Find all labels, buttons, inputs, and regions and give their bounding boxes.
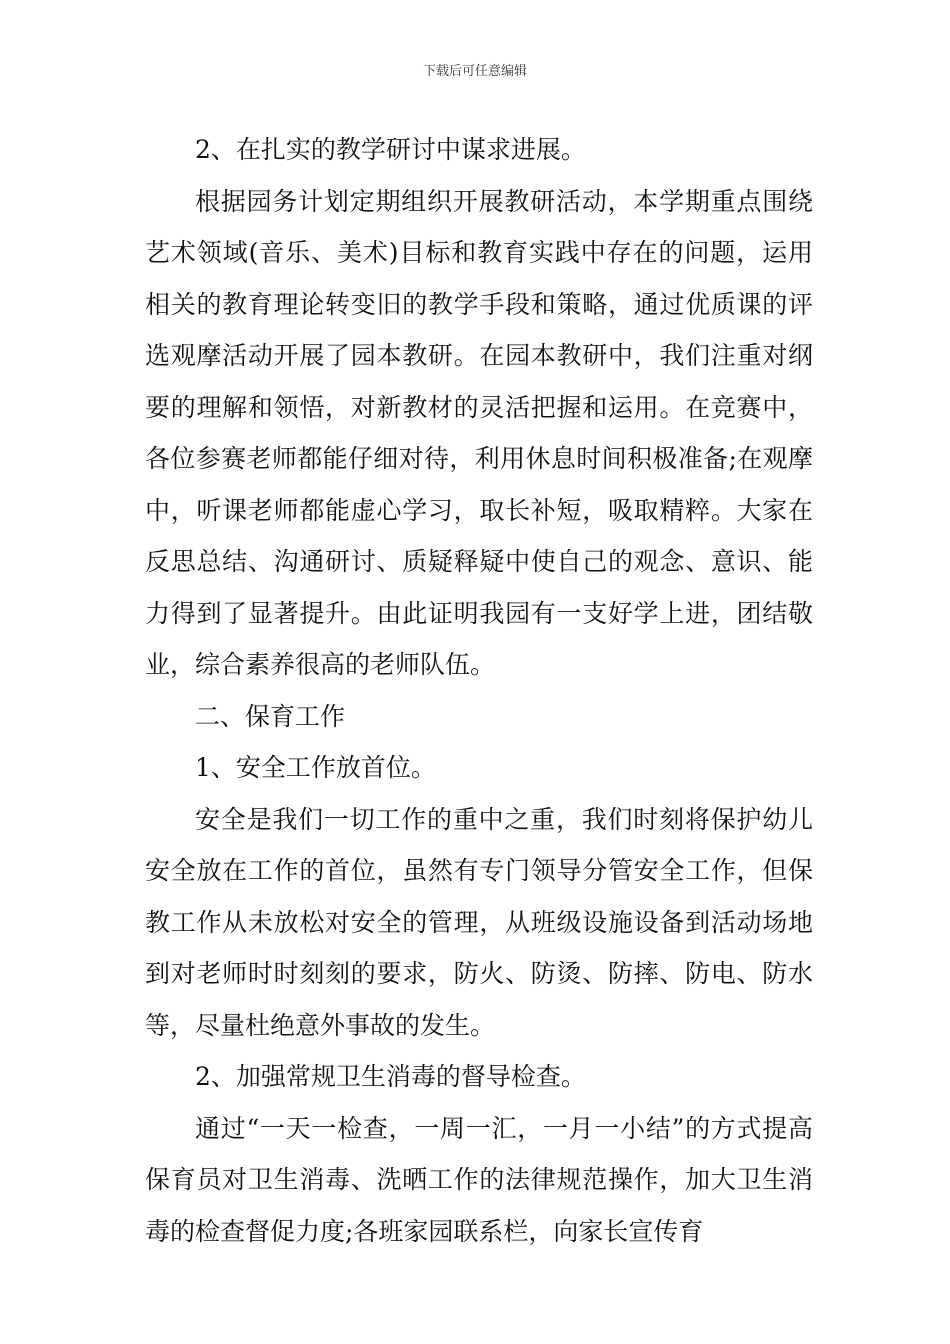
page-header: 下载后可任意编辑: [422, 64, 527, 79]
paragraph-subheading: 2、加强常规卫生消毒的督导检查。: [195, 1062, 586, 1091]
paragraph-section-heading: 二、保育工作: [195, 701, 346, 731]
paragraph-subheading: 1、安全工作放首位。: [195, 753, 436, 782]
document-body: [145, 124, 813, 1257]
paragraph-subheading: 2、在扎实的教学研讨中谋求进展。: [195, 135, 586, 164]
paragraph-body: 安全是我们一切工作的重中之重，我们时刻将保护幼儿安全放在工作的首位，虽然有专门领导分管安全工作，但保教工作从未放松对安全的管理，从班级设施设备到活动场地到对老师时时刻刻的要求，防火、防烫、防摔、防电、防水等，尽量杜绝意外事故的发生。: [145, 804, 813, 1040]
paragraph-body: 通过“一天一检查，一周一汇，一月一小结”的方式提高保育员对卫生消毒、洗晒工作的法律规范操作，加大卫生消毒的检查督促力度;各班家园联系栏，向家长宣传育: [145, 1113, 813, 1246]
paragraph-body: 根据园务计划定期组织开展教研活动，本学期重点围绕艺术领域(音乐、美术)目标和教育实践中存在的问题，运用相关的教育理论转变旧的教学手段和策略，通过优质课的评选观摩活动开展了园本教研。在园本教研中，我们注重对纲要的理解和领悟，对新教材的灵活把握和运用。在竞赛中，各位参赛老师都能仔细对待，利用休息时间积极准备;在观摩中，听课老师都能虚心学习，取长补短，吸取精粹。大家在反思总结、沟通研讨、质疑释疑中使自己的观念、意识、能力得到了显著提升。由此证明我园有一支好学上进，团结敬业，综合素养很高的老师队伍。: [145, 186, 813, 679]
